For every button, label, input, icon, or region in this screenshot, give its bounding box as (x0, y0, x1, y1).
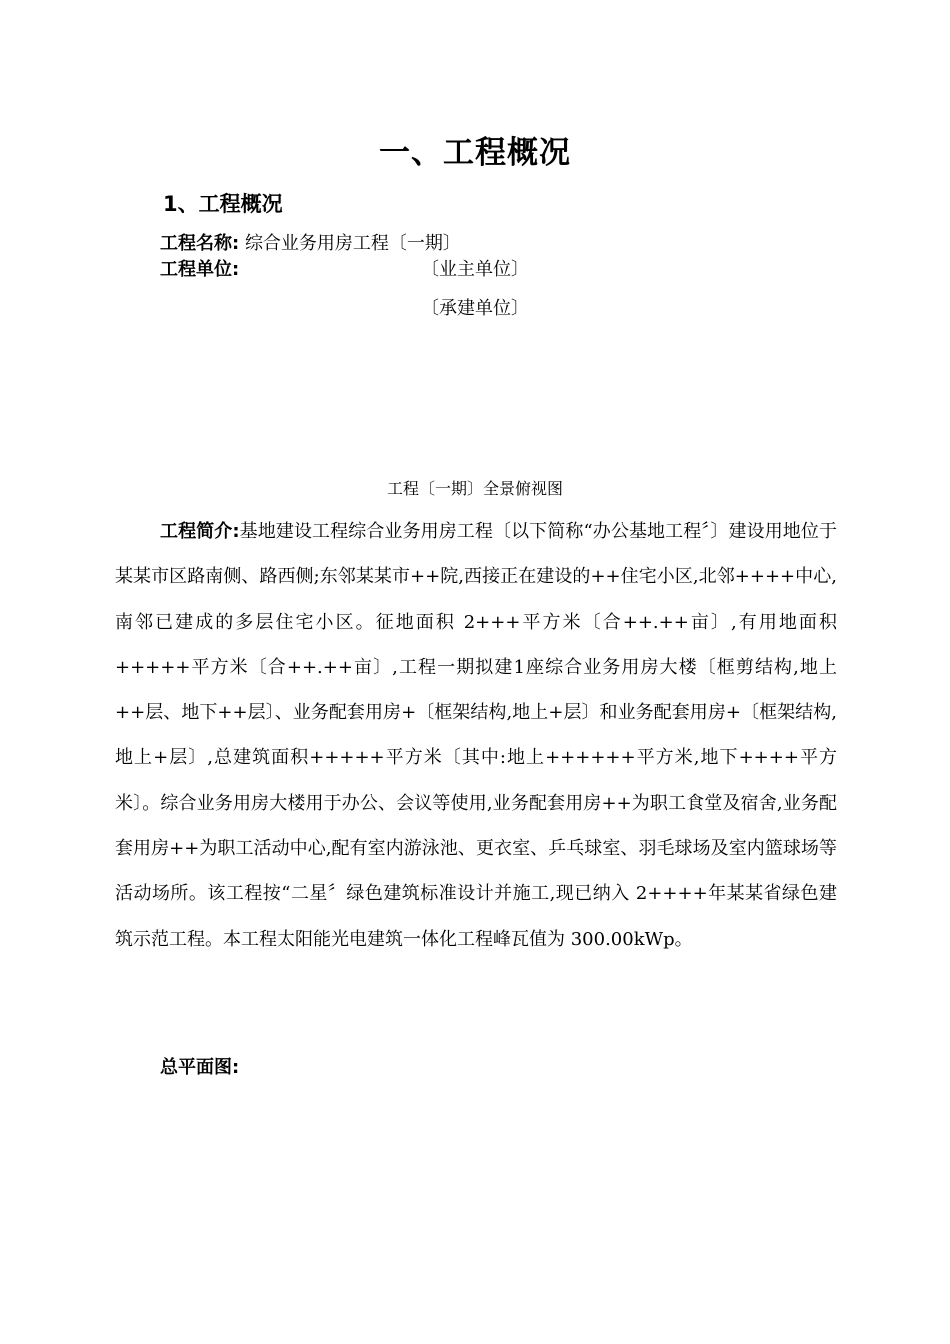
section-heading: 1、工程概况 (163, 192, 283, 216)
owner-unit-value: 〔业主单位〕 (421, 259, 529, 280)
figure-caption: 工程〔一期〕全景俯视图 (386, 479, 563, 498)
builder-unit-value: 〔承建单位〕 (421, 298, 529, 319)
project-unit-row (160, 255, 239, 285)
project-name-label: 工程名称: (160, 233, 240, 254)
project-name-value: 综合业务用房工程〔一期〕 (244, 233, 461, 254)
project-intro-label: 工程简介: (160, 521, 240, 542)
project-intro-paragraph (115, 509, 837, 962)
project-unit-label: 工程单位: (160, 259, 240, 280)
site-plan-heading: 总平面图: (160, 1057, 240, 1078)
project-intro-text: 基地建设工程综合业务用房工程〔以下简称“办公基地工程〞〕建设用地位于某某市区路南侧、路西侧;东邻某某市++院,西接正在建设的++住宅小区,北邻++++中心,南邻已建成的多层住宅小区。征地面积 2+++平方米〔合++.++亩〕,有用地面积+++++平方米〔合++.++亩〕,工程一期拟建1座综合业务用房大楼〔框剪结构,地上++层、地下++层〕、业务配套用房+〔框架结构,地上+层〕和业务配套用房+〔框架结构,地上+层〕,总建筑面积+++++平方米〔其中:地上++++++平方米,地下++++平方米〕。综合业务用房大楼用于办公、会议等使用,业务配套用房++为职工食堂及宿舍,业务配套用房++为职工活动中心,配有室内游泳池、更衣室、乒乓球室、羽毛球场及室内篮球场等活动场所。该工程按“二星〞绿色建筑标准设计并施工,现已纳入 2++++年某某省绿色建筑示范工程。本工程太阳能光电建筑一体化工程峰瓦值为 300.00kWp。 (115, 521, 837, 950)
main-title: 一、工程概况 (379, 135, 571, 171)
